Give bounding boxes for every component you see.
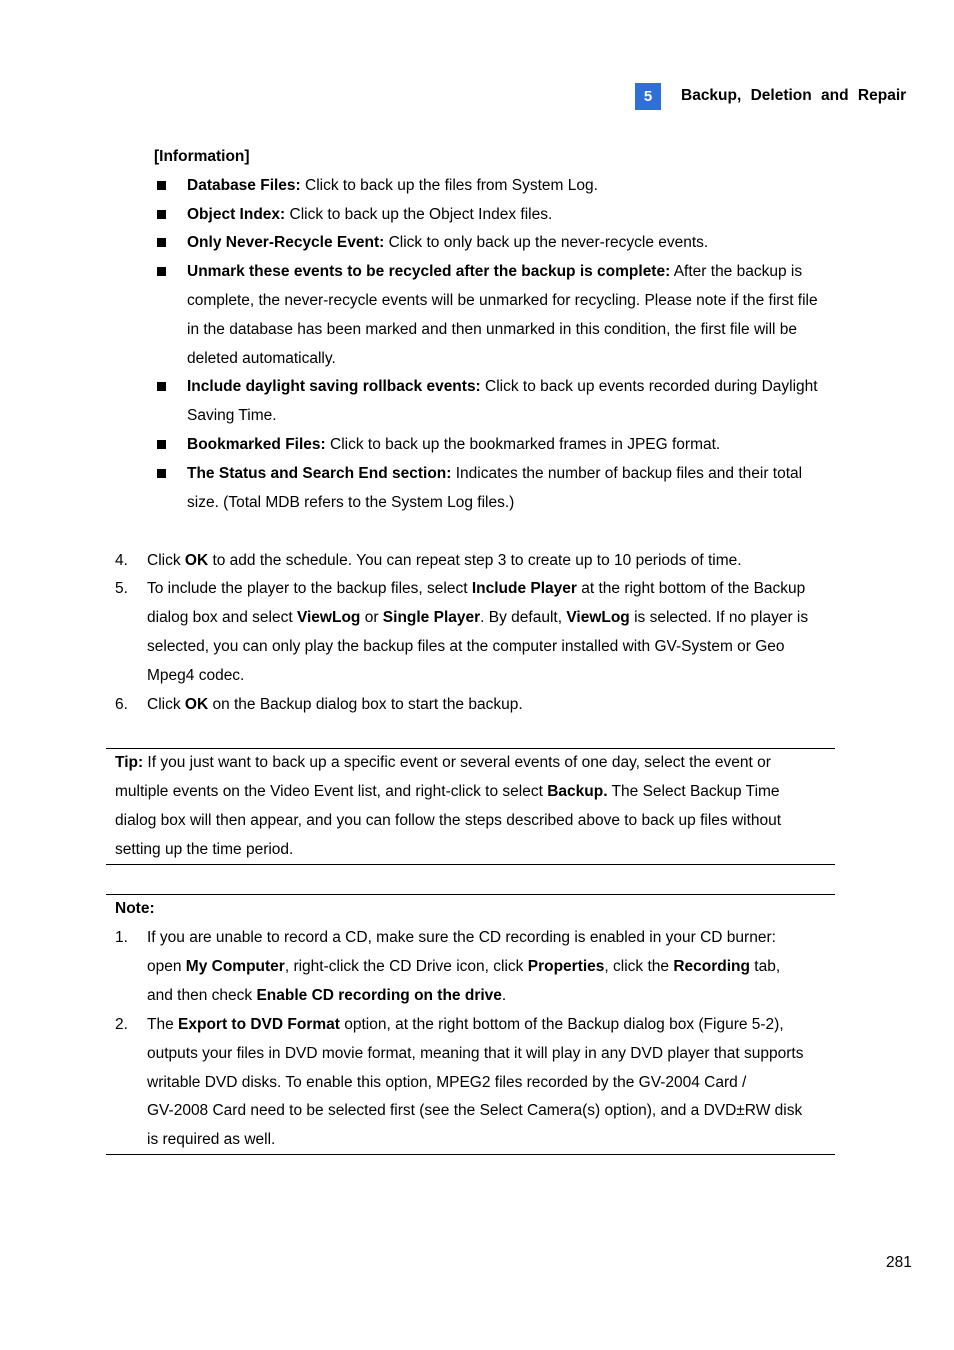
bold-text: The Status and Search End section:	[187, 465, 452, 482]
note-item-line: and then check Enable CD recording on the drive.	[147, 986, 507, 1004]
note-item-number: 1.	[115, 929, 128, 946]
tip-bottom-rule	[106, 864, 835, 865]
bold-text: OK	[184, 696, 209, 713]
step-line: Mpeg4 codec.	[147, 667, 245, 684]
step-number: 4.	[115, 552, 128, 569]
information-heading: [Information]	[154, 148, 250, 165]
bullet-square-icon	[157, 210, 166, 219]
step-line: Click OK to add the schedule. You can repeat step 3 to create up to 10 periods of time.	[147, 552, 742, 569]
note-item-line: outputs your files in DVD movie format, meaning that it will play in any DVD player that supports	[147, 1044, 804, 1062]
step-line: Click OK on the Backup dialog box to start the backup.	[147, 696, 523, 713]
bold-text: Single Player	[382, 609, 481, 626]
step-number: 5.	[115, 580, 128, 597]
bold-text: OK	[184, 552, 209, 569]
page-number: 281	[886, 1254, 912, 1271]
information-item-line: Bookmarked Files: Click to back up the bookmarked frames in JPEG format.	[187, 436, 721, 453]
tip-line: Tip: If you just want to back up a specific event or several events of one day, select the event or	[115, 754, 771, 771]
information-item-line: Only Never-Recycle Event: Click to only back up the never-recycle events.	[187, 234, 709, 251]
information-item-line: in the database has been marked and then unmarked in this condition, the first file will be	[187, 321, 798, 338]
note-item-line: writable DVD disks. To enable this option, MPEG2 files recorded by the GV-2004 Card /	[147, 1073, 747, 1091]
information-item-line: Object Index: Click to back up the Object Index files.	[187, 206, 553, 223]
note-bottom-rule	[106, 1154, 835, 1155]
bullet-square-icon	[157, 440, 166, 449]
tip-line: setting up the time period.	[115, 841, 294, 858]
bullet-square-icon	[157, 238, 166, 247]
bold-text: ViewLog	[566, 609, 630, 626]
bold-text: Tip:	[115, 754, 144, 771]
note-item-line: The Export to DVD Format option, at the right bottom of the Backup dialog box (Figure 5-2),	[147, 1016, 784, 1033]
information-item-line: The Status and Search End section: Indicates the number of backup files and their total	[187, 465, 803, 482]
step-number: 6.	[115, 696, 128, 713]
step-line: selected, you can only play the backup files at the computer installed with GV-System or Geo	[147, 638, 785, 655]
bold-text: Enable CD recording on the drive	[256, 986, 502, 1004]
bold-text: Only Never-Recycle Event:	[187, 234, 385, 251]
information-item-line: Include daylight saving rollback events: Click to back up events recorded during Daylight	[187, 378, 818, 395]
bold-text: My Computer	[185, 957, 285, 975]
bold-text: Properties	[527, 957, 605, 975]
bold-text: Unmark these events to be recycled after the backup is complete:	[187, 263, 671, 280]
information-item-line: Unmark these events to be recycled after the backup is complete: After the backup is	[187, 263, 803, 280]
information-item-line: deleted automatically.	[187, 350, 336, 367]
bold-text: Include daylight saving rollback events:	[187, 378, 481, 395]
step-line: To include the player to the backup files, select Include Player at the right bottom of the Backup	[147, 580, 806, 597]
note-item-line: If you are unable to record a CD, make sure the CD recording is enabled in your CD burner:	[147, 929, 776, 946]
information-item-line: Saving Time.	[187, 407, 277, 424]
bullet-square-icon	[157, 267, 166, 276]
chapter-title: Backup, Deletion and Repair	[681, 87, 907, 104]
note-item-line: is required as well.	[147, 1131, 276, 1149]
tip-line: dialog box will then appear, and you can follow the steps described above to back up files without	[115, 812, 782, 829]
bold-text: Bookmarked Files:	[187, 436, 326, 453]
chapter-number-badge: 5	[635, 83, 661, 110]
bold-text: Include Player	[471, 580, 577, 597]
note-top-rule	[106, 894, 835, 895]
note-item-line: open My Computer, right-click the CD Drive icon, click Properties, click the Recording tab,	[147, 957, 781, 975]
tip-top-rule	[106, 748, 835, 749]
bullet-square-icon	[157, 469, 166, 478]
note-heading: Note:	[115, 900, 155, 917]
bold-text: Export to DVD Format	[178, 1016, 340, 1033]
bold-text: Database Files:	[187, 177, 301, 194]
bold-text: Recording	[673, 957, 750, 975]
tip-line: multiple events on the Video Event list, and right-click to select Backup. The Select Backup Time	[115, 783, 780, 800]
information-item-line: size. (Total MDB refers to the System Log files.)	[187, 494, 515, 511]
step-line: dialog box and select ViewLog or Single Player. By default, ViewLog is selected. If no player is	[147, 609, 809, 626]
information-item-line: Database Files: Click to back up the files from System Log.	[187, 177, 598, 194]
note-item-line: GV-2008 Card need to be selected first (see the Select Camera(s) option), and a DVD±RW disk	[147, 1102, 803, 1120]
bold-text: Object Index:	[187, 206, 286, 223]
bullet-square-icon	[157, 181, 166, 190]
note-item-number: 2.	[115, 1016, 128, 1033]
bold-text: ViewLog	[296, 609, 361, 626]
information-item-line: complete, the never-recycle events will be unmarked for recycling. Please note if the first file	[187, 292, 818, 309]
bold-text: Backup.	[547, 783, 608, 800]
bullet-square-icon	[157, 382, 166, 391]
